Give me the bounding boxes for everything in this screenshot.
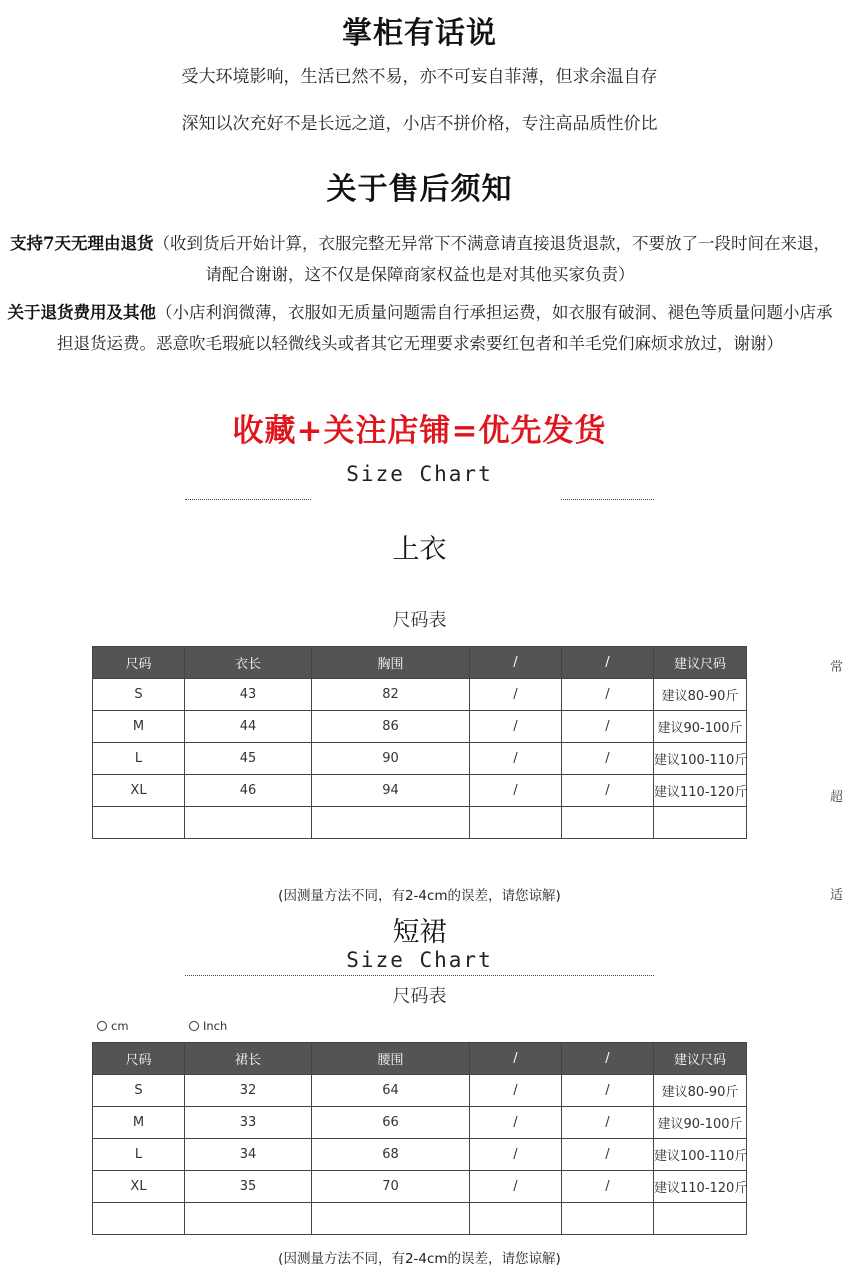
table-cell: / bbox=[562, 743, 654, 775]
unit-option-label: cm bbox=[111, 1019, 129, 1033]
skirt-divider bbox=[185, 975, 654, 976]
table-cell: L bbox=[93, 743, 185, 775]
table-row bbox=[93, 1107, 747, 1139]
table-cell bbox=[654, 807, 747, 839]
table-cell: 86 bbox=[312, 711, 470, 743]
top-section-title: 上衣 bbox=[392, 534, 447, 565]
table-cell: L bbox=[93, 1139, 185, 1171]
table-cell: 建议110-120斤 bbox=[654, 775, 747, 807]
edge-glyph: 适 bbox=[830, 888, 843, 903]
table-cell: 建议110-120斤 bbox=[654, 1171, 747, 1203]
table-cell: / bbox=[470, 1139, 562, 1171]
header-skirt-length: 裙长 bbox=[185, 1043, 312, 1075]
top-size-table bbox=[92, 646, 747, 839]
top-measurement-note: (因测量方法不同，有2-4cm的误差，请您谅解) bbox=[278, 888, 561, 904]
table-cell: 建议80-90斤 bbox=[654, 1075, 747, 1107]
table-cell: XL bbox=[93, 775, 185, 807]
table-cell: 66 bbox=[312, 1107, 470, 1139]
skirt-measurement-note: (因测量方法不同，有2-4cm的误差，请您谅解) bbox=[278, 1251, 561, 1267]
table-cell bbox=[312, 1203, 470, 1235]
table-cell: M bbox=[93, 711, 185, 743]
divider-right bbox=[561, 499, 654, 500]
header-length: 衣长 bbox=[185, 647, 312, 679]
table-cell: 70 bbox=[312, 1171, 470, 1203]
table-cell: / bbox=[470, 1107, 562, 1139]
top-size-table-title: 尺码表 bbox=[392, 610, 447, 631]
table-cell bbox=[93, 807, 185, 839]
header-bust: 胸围 bbox=[312, 647, 470, 679]
table-cell: / bbox=[470, 775, 562, 807]
table-cell: 建议80-90斤 bbox=[654, 679, 747, 711]
table-cell: 35 bbox=[185, 1171, 312, 1203]
header-size: 尺码 bbox=[93, 1043, 185, 1075]
table-cell: 建议100-110斤 bbox=[654, 1139, 747, 1171]
table-cell: 33 bbox=[185, 1107, 312, 1139]
table-cell: S bbox=[93, 1075, 185, 1107]
promo-banner: 收藏+关注店铺=优先发货 bbox=[232, 413, 607, 449]
table-cell: 建议90-100斤 bbox=[654, 1107, 747, 1139]
return-policy-heading: 支持7天无理由退货 bbox=[10, 234, 154, 253]
table-cell: / bbox=[562, 775, 654, 807]
table-cell bbox=[312, 807, 470, 839]
table-cell: 43 bbox=[185, 679, 312, 711]
table-row bbox=[93, 807, 747, 839]
table-cell: / bbox=[470, 743, 562, 775]
table-cell bbox=[562, 807, 654, 839]
skirt-size-chart-label: Size Chart bbox=[346, 948, 493, 972]
header-empty-1: / bbox=[470, 1043, 562, 1075]
table-cell: 32 bbox=[185, 1075, 312, 1107]
table-cell: / bbox=[470, 711, 562, 743]
size-chart-label: Size Chart bbox=[346, 462, 493, 486]
table-row bbox=[93, 711, 747, 743]
table-row bbox=[93, 679, 747, 711]
unit-option-cm[interactable] bbox=[97, 1019, 129, 1033]
shopkeeper-line-2: 深知以次充好不是长远之道，小店不拼价格，专注高品质性价比 bbox=[181, 114, 658, 134]
table-row bbox=[93, 775, 747, 807]
table-cell: 46 bbox=[185, 775, 312, 807]
table-cell: 建议90-100斤 bbox=[654, 711, 747, 743]
return-fees-text: （小店利润微薄，衣服如无质量问题需自行承担运费，如衣服有破洞、褪色等质量问题小店承担退货运费。恶意吹毛瑕疵以轻微线头或者其它无理要求索要红包者和羊毛党们麻烦求放过，谢谢） bbox=[57, 303, 833, 353]
table-cell bbox=[93, 1203, 185, 1235]
return-policy-text: （收到货后开始计算，衣服完整无异常下不满意请直接退货退款，不要放了一段时间在来退，请配合谢谢，这不仅是保障商家权益也是对其他买家负责） bbox=[153, 234, 830, 284]
table-cell bbox=[185, 1203, 312, 1235]
table-cell: S bbox=[93, 679, 185, 711]
header-empty-2: / bbox=[562, 1043, 654, 1075]
header-size: 尺码 bbox=[93, 647, 185, 679]
table-row bbox=[93, 743, 747, 775]
table-cell: 44 bbox=[185, 711, 312, 743]
table-cell: / bbox=[470, 1171, 562, 1203]
edge-glyph: 常 bbox=[830, 660, 843, 675]
table-cell: 68 bbox=[312, 1139, 470, 1171]
table-row bbox=[93, 1139, 747, 1171]
table-cell: 94 bbox=[312, 775, 470, 807]
table-cell: 90 bbox=[312, 743, 470, 775]
shopkeeper-title: 掌柜有话说 bbox=[342, 16, 497, 51]
table-cell bbox=[185, 807, 312, 839]
table-cell: / bbox=[470, 1075, 562, 1107]
table-cell: M bbox=[93, 1107, 185, 1139]
table-cell: XL bbox=[93, 1171, 185, 1203]
return-fees-heading: 关于退货费用及其他 bbox=[7, 303, 156, 322]
table-header-row bbox=[93, 647, 747, 679]
header-suggested-size: 建议尺码 bbox=[654, 647, 747, 679]
table-cell: 建议100-110斤 bbox=[654, 743, 747, 775]
header-waist: 腰围 bbox=[312, 1043, 470, 1075]
skirt-size-table-title: 尺码表 bbox=[392, 986, 447, 1007]
table-cell: / bbox=[562, 1075, 654, 1107]
table-header-row bbox=[93, 1043, 747, 1075]
table-cell: 34 bbox=[185, 1139, 312, 1171]
table-cell bbox=[654, 1203, 747, 1235]
table-cell: / bbox=[562, 1171, 654, 1203]
unit-option-label: Inch bbox=[203, 1019, 228, 1033]
table-row bbox=[93, 1203, 747, 1235]
radio-circle-icon bbox=[189, 1021, 199, 1031]
table-cell: / bbox=[562, 1107, 654, 1139]
unit-option-inch[interactable] bbox=[189, 1019, 227, 1033]
header-empty-1: / bbox=[470, 647, 562, 679]
skirt-size-table bbox=[92, 1042, 747, 1235]
table-cell: 64 bbox=[312, 1075, 470, 1107]
divider-left bbox=[185, 499, 311, 500]
radio-circle-icon bbox=[97, 1021, 107, 1031]
edge-glyph: 超 bbox=[830, 790, 843, 805]
header-empty-2: / bbox=[562, 647, 654, 679]
table-cell bbox=[470, 807, 562, 839]
after-sales-item-return-fees bbox=[6, 297, 834, 359]
table-cell: / bbox=[562, 711, 654, 743]
table-cell: / bbox=[562, 679, 654, 711]
table-cell: 45 bbox=[185, 743, 312, 775]
table-cell: / bbox=[562, 1139, 654, 1171]
table-row bbox=[93, 1075, 747, 1107]
shopkeeper-line-1: 受大环境影响，生活已然不易，亦不可妄自菲薄，但求余温自存 bbox=[181, 67, 658, 87]
table-cell: / bbox=[470, 679, 562, 711]
skirt-section-title: 短裙 bbox=[392, 917, 447, 948]
table-cell bbox=[562, 1203, 654, 1235]
after-sales-title: 关于售后须知 bbox=[326, 172, 513, 207]
table-cell bbox=[470, 1203, 562, 1235]
header-suggested-size: 建议尺码 bbox=[654, 1043, 747, 1075]
table-row bbox=[93, 1171, 747, 1203]
after-sales-item-return-policy bbox=[6, 228, 834, 290]
table-cell: 82 bbox=[312, 679, 470, 711]
